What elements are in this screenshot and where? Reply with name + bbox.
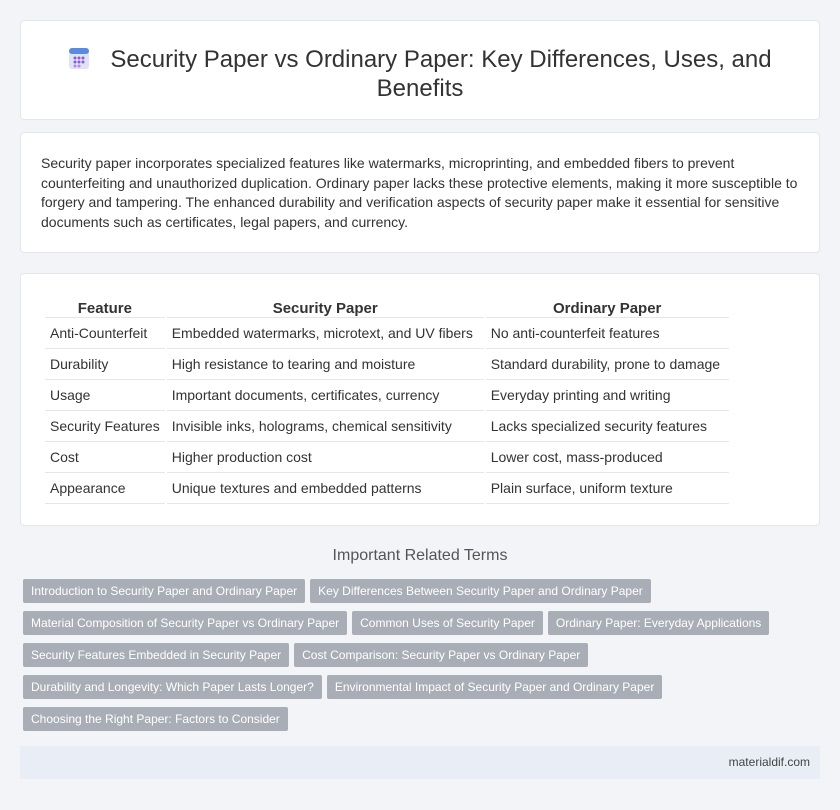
comparison-table	[43, 296, 731, 504]
related-terms-tags	[23, 579, 803, 739]
table-cell: High resistance to tearing and moisture	[167, 349, 484, 380]
calendar-grid-icon	[68, 46, 90, 70]
column-header-security-paper: Security Paper	[167, 296, 484, 318]
footer	[20, 746, 820, 779]
table-cell: Lower cost, mass-produced	[486, 442, 729, 473]
table-cell: Higher production cost	[167, 442, 484, 473]
column-header-ordinary-paper: Ordinary Paper	[486, 296, 729, 318]
table-cell: Important documents, certificates, currency	[167, 380, 484, 411]
table-cell: Standard durability, prone to damage	[486, 349, 729, 380]
table-cell: Usage	[45, 380, 165, 411]
intro-paragraph: Security paper incorporates specialized features like watermarks, microprinting, and embedded fibers to prevent counterfeiting and unauthorized duplication. Ordinary paper lacks these protective elements, making it more susceptible to forgery and tampering. The enhanced durability and verification aspects of security paper make it essential for sensitive documents such as certificates, legal papers, and currency.	[41, 155, 798, 230]
table-cell: Durability	[45, 349, 165, 380]
table-row	[45, 349, 729, 380]
table-cell: Plain surface, uniform texture	[486, 473, 729, 504]
table-row	[45, 380, 729, 411]
table-row	[45, 473, 729, 504]
related-term-tag[interactable]: Ordinary Paper: Everyday Applications	[548, 611, 769, 635]
related-term-tag[interactable]: Introduction to Security Paper and Ordinary Paper	[23, 579, 305, 603]
comparison-table-card	[20, 273, 820, 526]
table-cell: Lacks specialized security features	[486, 411, 729, 442]
table-cell: Cost	[45, 442, 165, 473]
table-cell: Appearance	[45, 473, 165, 504]
related-term-tag[interactable]: Environmental Impact of Security Paper and Ordinary Paper	[327, 675, 663, 699]
title-line-2: Benefits	[376, 75, 464, 102]
related-terms-heading: Important Related Terms	[332, 547, 508, 564]
table-cell: Invisible inks, holograms, chemical sensitivity	[167, 411, 484, 442]
related-term-tag[interactable]: Security Features Embedded in Security Paper	[23, 643, 289, 667]
table-cell: Everyday printing and writing	[486, 380, 729, 411]
related-term-tag[interactable]: Cost Comparison: Security Paper vs Ordinary Paper	[294, 643, 588, 667]
related-term-tag[interactable]: Choosing the Right Paper: Factors to Consider	[23, 707, 288, 731]
table-cell: No anti-counterfeit features	[486, 318, 729, 349]
related-term-tag[interactable]: Key Differences Between Security Paper and Ordinary Paper	[310, 579, 651, 603]
table-cell: Embedded watermarks, microtext, and UV fibers	[167, 318, 484, 349]
table-cell: Unique textures and embedded patterns	[167, 473, 484, 504]
table-header-row	[45, 296, 729, 318]
related-term-tag[interactable]: Material Composition of Security Paper vs Ordinary Paper	[23, 611, 347, 635]
page-title	[21, 45, 819, 103]
table-row	[45, 318, 729, 349]
intro-card	[20, 132, 820, 253]
title-line-1: Security Paper vs Ordinary Paper: Key Differences, Uses, and	[110, 46, 772, 73]
related-term-tag[interactable]: Common Uses of Security Paper	[352, 611, 543, 635]
column-header-feature: Feature	[45, 296, 165, 318]
related-term-tag[interactable]: Durability and Longevity: Which Paper Lasts Longer?	[23, 675, 322, 699]
table-row	[45, 442, 729, 473]
header-card	[20, 20, 820, 120]
table-row	[45, 411, 729, 442]
footer-site-link[interactable]: materialdif.com	[728, 755, 810, 769]
table-cell: Security Features	[45, 411, 165, 442]
table-cell: Anti-Counterfeit	[45, 318, 165, 349]
